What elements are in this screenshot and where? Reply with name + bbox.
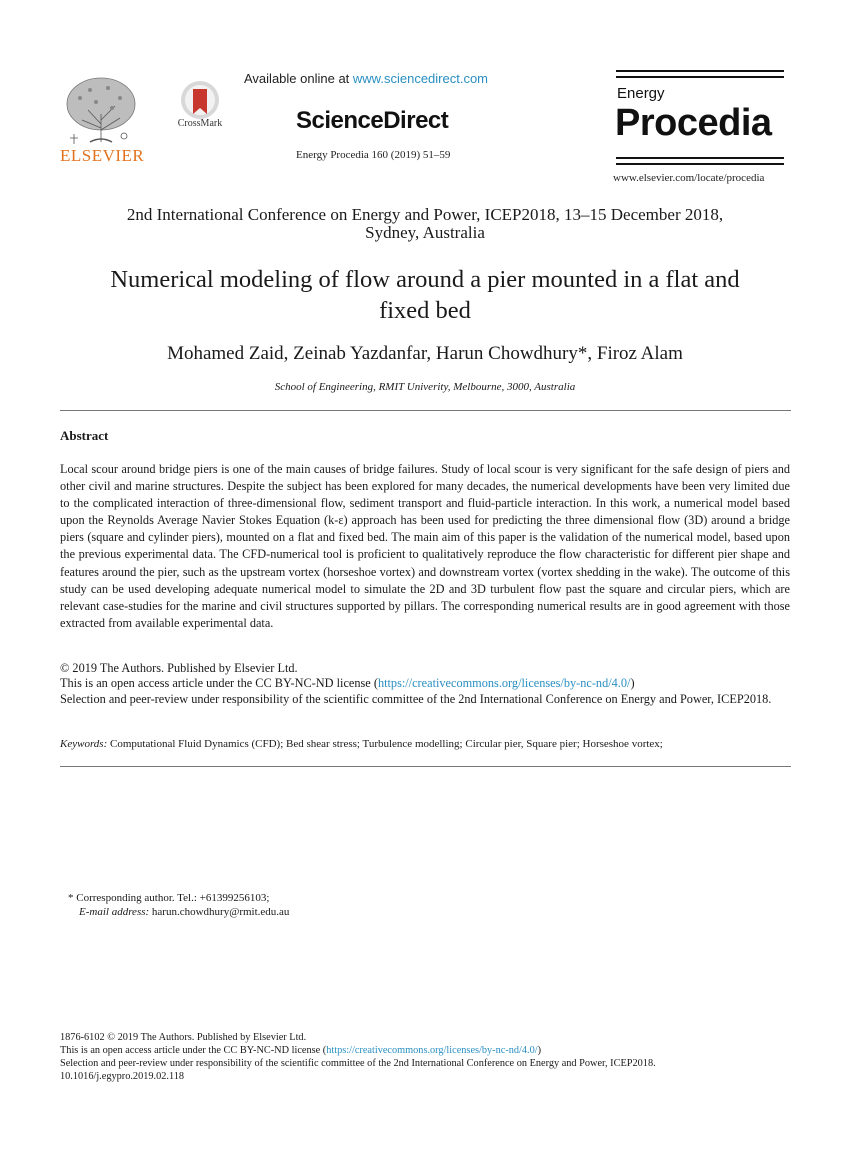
- journal-logo-rule-bottom-2: [616, 163, 784, 165]
- corresponding-author-tel: * Corresponding author. Tel.: +61399256103;: [68, 892, 270, 904]
- keywords: [60, 738, 790, 750]
- keywords-label: Keywords:: [60, 738, 108, 750]
- paper-title: [60, 264, 790, 326]
- conference-line-1: 2nd International Conference on Energy and Power, ICEP2018, 13–15 December 2018,: [126, 205, 724, 224]
- license-link[interactable]: https://creativecommons.org/licenses/by-nc-nd/4.0/: [377, 676, 631, 691]
- footer-license-suffix: ): [537, 1045, 542, 1056]
- keywords-text: Computational Fluid Dynamics (CFD); Bed shear stress; Turbulence modelling; Circular pier, Square pier; Horseshoe vortex;: [107, 738, 663, 750]
- journal-logo-energy: Energy: [617, 85, 665, 102]
- footer-doi[interactable]: 10.1016/j.egypro.2019.02.118: [60, 1071, 185, 1082]
- paper-affiliation: School of Engineering, RMIT Univerity, Melbourne, 3000, Australia: [274, 381, 576, 393]
- abstract-heading: Abstract: [60, 428, 109, 443]
- footer-peer-review: Selection and peer-review under responsibility of the scientific committee of the 2nd International Conference on Energy and Power, ICEP2018.: [60, 1058, 656, 1069]
- crossmark-label: CrossMark: [177, 118, 223, 129]
- elsevier-wordmark: ELSEVIER: [60, 146, 145, 165]
- footer-license-prefix: This is an open access article under the CC BY-NC-ND license (: [60, 1045, 327, 1056]
- footer-issn: 1876-6102 © 2019 The Authors. Published by Elsevier Ltd.: [60, 1032, 307, 1043]
- divider-top: [60, 410, 791, 411]
- paper-authors: Mohamed Zaid, Zeinab Yazdanfar, Harun Chowdhury*, Firoz Alam: [167, 343, 683, 364]
- sciencedirect-logo: ScienceDirect: [296, 107, 449, 134]
- email-address[interactable]: harun.chowdhury@rmit.edu.au: [149, 906, 290, 918]
- corresponding-author: [68, 891, 289, 919]
- copyright-line: © 2019 The Authors. Published by Elsevier Ltd.: [60, 661, 298, 675]
- conference-info: [60, 206, 790, 242]
- paper-title-line-1: Numerical modeling of flow around a pier mounted in a flat and: [110, 266, 740, 293]
- license-prefix: This is an open access article under the CC BY-NC-ND license (: [60, 676, 378, 691]
- email-label: E-mail address:: [79, 906, 150, 918]
- sciencedirect-link[interactable]: www.sciencedirect.com: [352, 71, 489, 86]
- abstract-body: Local scour around bridge piers is one of the main causes of bridge failures. Study of local scour is very significant for the safe design of piers and other civil and marine structures. Despite the subject has been explored for many decades, the numerical developments have been very limited due to the complicated interaction of three-dimensional flow, sediment transport and fluid-particle interaction. In this work, a numerical model based upon the Reynolds Average Navier Stokes Equation (k-ε) approach has been used for predicting the three dimensional flow (3D) around a bridge piers (square and cylinder piers), mounted on a flat and fixed bed. The main aim of this paper is the validation of the numerical model, based upon the previous experimental data. The CFD-numerical tool is proficient to qualitatively reproduce the flow characteristic for different pier shape and features around the pier, such as the upstream vortex (horseshoe vortex) and downstream vortex (vortex shedding in the wake). The outcome of this study can be used developing adequate numerical model to simulate the 2D and 3D turbulent flow past the square and circular piers, which are relevant case-studies for the marine and civil structures supported by pillars. The corresponding numerical results are in good agreement with those extracted from available experimental data.: [60, 462, 790, 630]
- license-line: [60, 676, 790, 691]
- page-footer: [60, 1031, 790, 1083]
- footer-license: [60, 1044, 790, 1057]
- rights-block: [60, 661, 790, 707]
- footer-license-link[interactable]: https://creativecommons.org/licenses/by-nc-nd/4.0/: [326, 1045, 538, 1056]
- journal-url[interactable]: www.elsevier.com/locate/procedia: [613, 172, 765, 184]
- journal-logo-rule-top: [616, 70, 784, 72]
- journal-logo-procedia: Procedia: [615, 102, 772, 144]
- journal-citation: Energy Procedia 160 (2019) 51–59: [296, 149, 451, 161]
- peer-review-line: Selection and peer-review under responsibility of the scientific committee of the 2nd International Conference on Energy and Power, ICEP2018.: [60, 691, 772, 706]
- corresponding-author-email: [68, 905, 289, 919]
- divider-bottom: [60, 766, 791, 767]
- available-online: [244, 71, 488, 86]
- journal-logo-rule-top-2: [616, 76, 784, 78]
- paper-title-line-2: fixed bed: [379, 297, 471, 324]
- license-suffix: ): [630, 676, 635, 691]
- conference-line-2: Sydney, Australia: [365, 223, 485, 242]
- journal-logo-rule-bottom: [616, 157, 784, 159]
- available-online-prefix: Available online at: [244, 71, 353, 86]
